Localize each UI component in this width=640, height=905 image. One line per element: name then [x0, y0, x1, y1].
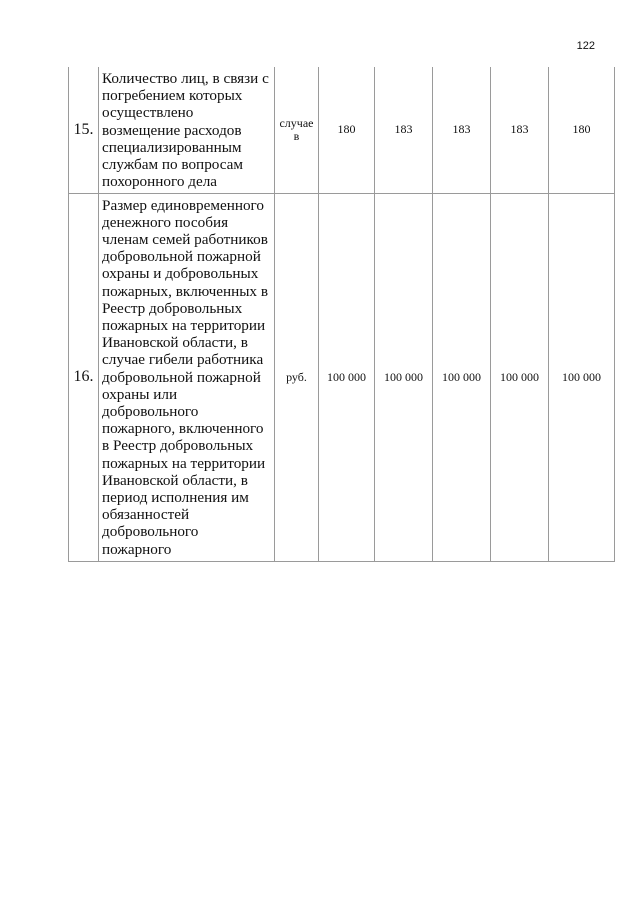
row-description: Размер единовременного денежного пособия членам семей работников добровольной пожарной охраны и добровольных пожарных, включенных в Реестр добровольных пожарных на территории Ивановской области, в случае гибели работника добровольной пожарной охраны или добровольного пожарного, включенного в Реестр добровольных пожарных на территории Ивановской области, в период исполнения им обязанностей добровольного пожарного	[99, 193, 275, 561]
row-unit: руб.	[275, 193, 319, 561]
row-unit	[275, 67, 319, 193]
value-cell: 180	[319, 67, 375, 193]
row-number: 15.	[69, 67, 99, 193]
row-number: 16.	[69, 193, 99, 561]
value-cell: 100 000	[375, 193, 433, 561]
page-number: 122	[576, 40, 595, 52]
value-cell: 100 000	[319, 193, 375, 561]
data-table	[68, 67, 615, 562]
value-cell: 100 000	[491, 193, 549, 561]
table-row	[69, 193, 615, 561]
value-cell: 100 000	[549, 193, 615, 561]
value-cell: 100 000	[433, 193, 491, 561]
unit-text: случае в	[279, 115, 314, 143]
table-row	[69, 67, 615, 193]
value-cell: 180	[549, 67, 615, 193]
value-cell: 183	[433, 67, 491, 193]
row-description: Количество лиц, в связи с погребением которых осуществлено возмещение расходов специализированным службам по вопросам похоронного дела	[99, 67, 275, 193]
value-cell: 183	[491, 67, 549, 193]
value-cell: 183	[375, 67, 433, 193]
